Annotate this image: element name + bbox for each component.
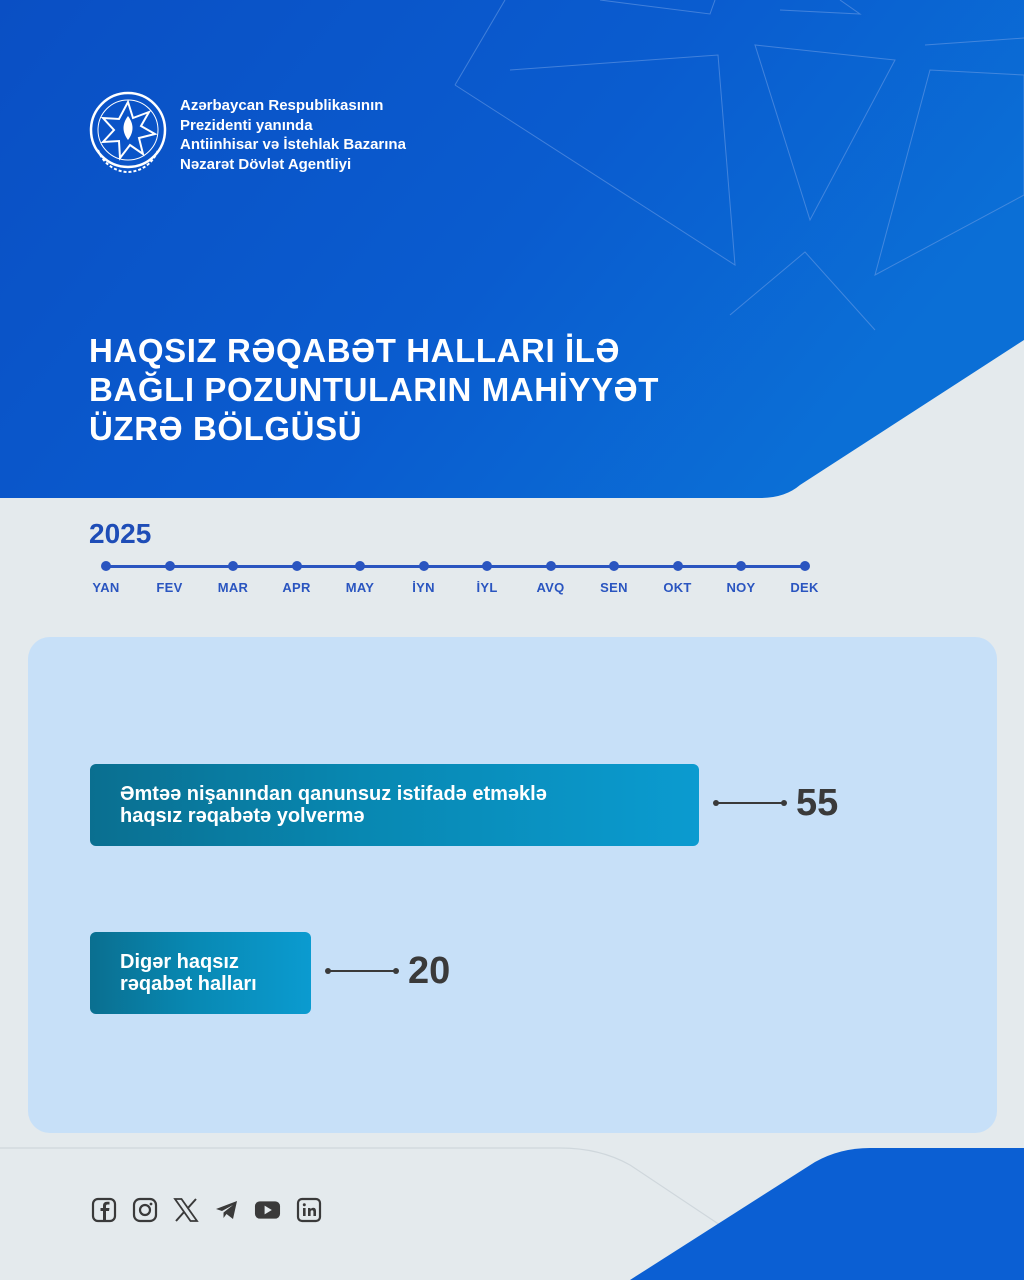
bar-connector [716, 802, 784, 804]
timeline-dot [482, 561, 492, 571]
page-title-line: ÜZRƏ BÖLGÜSÜ [89, 410, 363, 447]
timeline-month [521, 550, 581, 595]
timeline-dot [292, 561, 302, 571]
agency-name-line: Azərbaycan Respublikasının [180, 97, 384, 114]
timeline-dot [736, 561, 746, 571]
page-title-line: HAQSIZ RƏQABƏT HALLARI İLƏ [89, 332, 621, 369]
timeline-month-label: OKT [663, 580, 692, 595]
agency-name-line: Antiinhisar və İstehlak Bazarına [180, 136, 406, 153]
timeline-month [457, 550, 517, 595]
bar-category-label: Digər haqsız rəqabət halları [120, 951, 257, 995]
timeline-month [648, 550, 708, 595]
timeline-month-label: NOY [726, 580, 756, 595]
timeline-month [267, 550, 327, 595]
timeline-month-label: SEN [600, 580, 628, 595]
timeline-month-label: MAR [217, 580, 249, 595]
page-title-line: BAĞLI POZUNTULARIN MAHİYYƏT [89, 371, 659, 408]
timeline-month-label: İYL [476, 580, 498, 595]
social-links [90, 1196, 322, 1223]
page-title [89, 331, 659, 448]
bar [90, 932, 311, 1014]
bar-category-label: haqsız rəqabətə yolvermə [120, 805, 365, 827]
month-timeline [0, 550, 1024, 600]
timeline-dot [609, 561, 619, 571]
timeline-dot [101, 561, 111, 571]
timeline-month-label: FEV [156, 580, 183, 595]
timeline-dot [355, 561, 365, 571]
agency-name [180, 96, 406, 174]
timeline-month [394, 550, 454, 595]
timeline-month [584, 550, 644, 595]
timeline-month [711, 550, 771, 595]
header-banner [0, 0, 1024, 500]
agency-name-line: Nəzarət Dövlət Agentliyi [180, 155, 352, 173]
timeline-month [775, 550, 835, 595]
timeline-month-label: APR [282, 580, 311, 595]
agency-name-line: Prezidenti yanında [180, 116, 313, 134]
timeline-dot [228, 561, 238, 571]
bar-connector [328, 970, 396, 972]
youtube-icon[interactable] [254, 1196, 281, 1223]
bar-value-label: 55 [796, 782, 839, 824]
timeline-dot [800, 561, 810, 571]
telegram-icon[interactable] [213, 1196, 240, 1223]
timeline-month-label: MAY [345, 580, 375, 595]
timeline-month [76, 550, 136, 595]
linkedin-icon[interactable] [295, 1196, 322, 1223]
timeline-dot [673, 561, 683, 571]
timeline-dot [165, 561, 175, 571]
chart-panel [28, 637, 997, 1133]
facebook-icon[interactable] [90, 1196, 117, 1223]
instagram-icon[interactable] [131, 1196, 158, 1223]
timeline-month-label: AVQ [536, 580, 565, 595]
year-label: 2025 [89, 518, 152, 549]
timeline-month-label: YAN [92, 580, 120, 595]
timeline-dot [419, 561, 429, 571]
timeline-month-label: İYN [412, 580, 435, 595]
timeline-dot [546, 561, 556, 571]
agency-emblem-icon [88, 88, 168, 178]
x-icon[interactable] [172, 1196, 199, 1223]
bar [90, 764, 699, 846]
timeline-month [140, 550, 200, 595]
timeline-month-label: DEK [790, 580, 819, 595]
timeline-month [330, 550, 390, 595]
timeline-month [203, 550, 263, 595]
bar-value-label: 20 [408, 950, 451, 992]
bar-category-label: Əmtəə nişanından qanunsuz istifadə etməklə [120, 783, 547, 805]
